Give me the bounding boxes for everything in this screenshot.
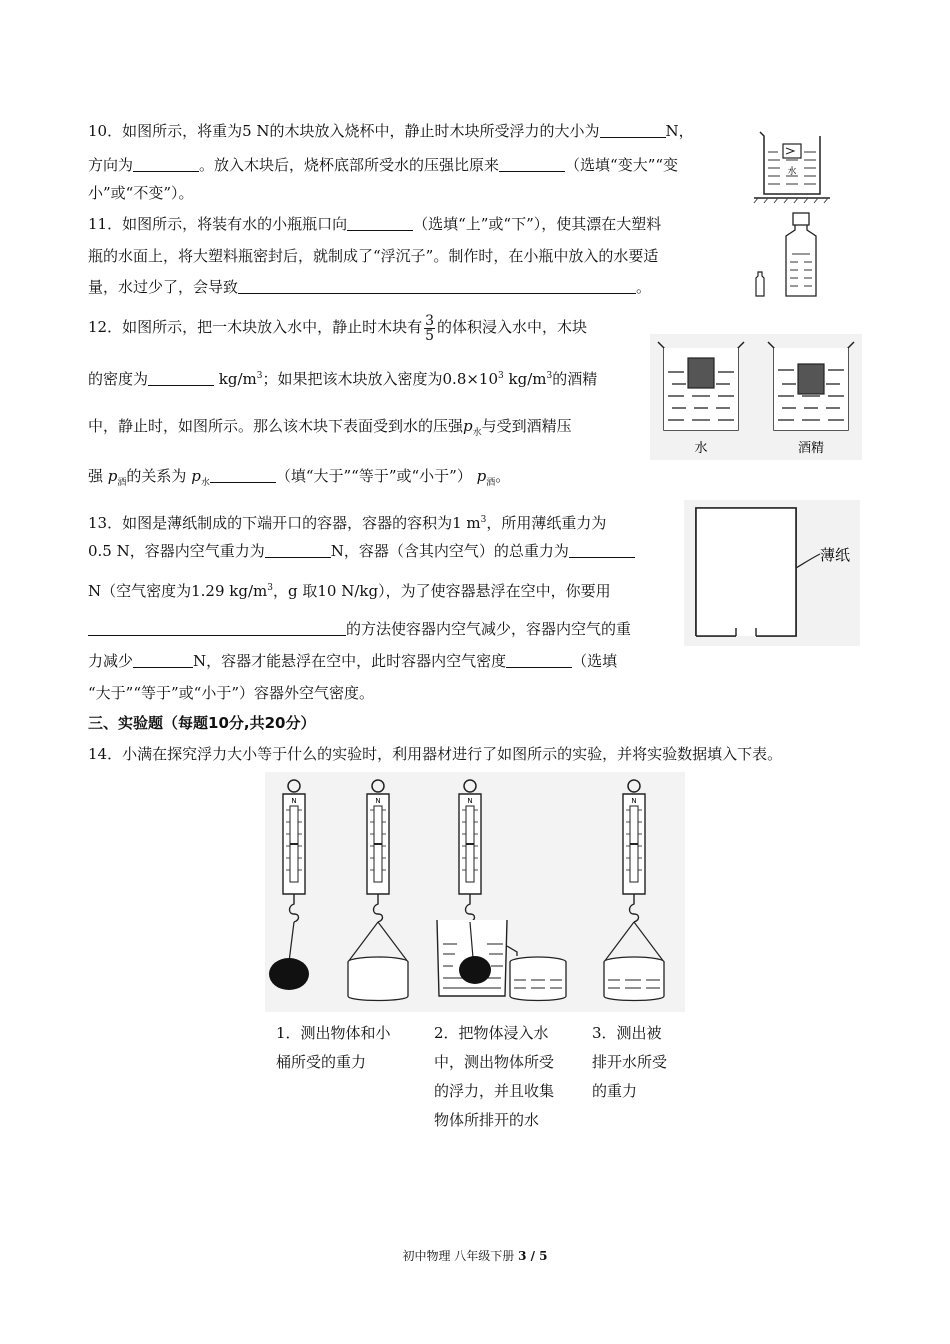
q12-blank-density[interactable] [148, 370, 214, 386]
q13-line2: 0.5 N，容器内空气重力为 N，容器（含其内空气）的总重力为 [88, 541, 635, 561]
q11-blank-consequence[interactable] [238, 278, 636, 294]
q10-wood-block [783, 144, 801, 158]
q12-fraction: $\frac{3}{5}$ [425, 312, 435, 344]
q13-blank-air-weight[interactable] [265, 542, 331, 558]
q12-label-water: 水 [694, 441, 708, 456]
q14-stone-object-2 [459, 956, 491, 984]
svg-text:N: N [375, 797, 381, 805]
q14-caption-1: 1．测出物体和小 桶所受的重力 [276, 1024, 391, 1071]
q13-blank-total-weight[interactable] [569, 542, 635, 558]
q12-line4: 强 $p_酒$的关系为 $p_水$ （填“大于”“等于”或“小于”） $p_酒$。 [88, 467, 511, 488]
q10-blank-pressure[interactable] [499, 156, 565, 172]
q14-bucket-with-water [604, 957, 664, 1001]
q13-line5: 力减少 N，容器才能悬浮在空中，此时容器内空气密度 （选填 [88, 652, 618, 670]
q14-bucket-empty [348, 957, 408, 1001]
page-footer: 初中物理 八年级下册 3 / 5 [402, 1249, 548, 1263]
q10-line1: 10．如图所示，将重为5 N的木块放入烧杯中，静止时木块所受浮力的大小为 N， [88, 122, 694, 140]
q14-caption-3: 3．测出被 排开水所受 的重力 [592, 1024, 668, 1100]
q12-block-in-alcohol [798, 364, 824, 394]
q10-beaker-figure [750, 126, 832, 204]
q14-bucket-collecting [510, 957, 566, 1001]
q10-blank-buoyancy[interactable] [600, 122, 666, 138]
q12-line1: 12．如图所示，把一木块放入水中，静止时木块有 $\frac{3}{5}$ 的体积浸入水中，木块 [88, 312, 588, 344]
q13-fig-label: 薄纸 [820, 546, 851, 564]
q11-bottle-cap [793, 213, 809, 225]
q11-big-bottle [786, 225, 816, 296]
q11-line3: 量，水过少了，会导致 。 [88, 278, 652, 296]
svg-text:N: N [631, 797, 637, 805]
q11-line1: 11．如图所示，将装有水的小瓶瓶口向 （选填“上”或“下”），使其漂在大塑料 [88, 215, 662, 233]
q14-caption-2: 2．把物体浸入水 中，测出物体所受 的浮力，并且收集 物体所排开的水 [434, 1024, 555, 1129]
q12-blank-relation[interactable] [210, 467, 276, 483]
q11-blank-direction[interactable] [347, 215, 413, 231]
q11-small-vial [756, 272, 764, 296]
q12-line2: 的密度为 $kg/m^3$；如果把该木块放入密度为$0.8\times 10^3$ $kg/m^3$的酒精 [88, 370, 598, 388]
q12-label-alcohol: 酒精 [797, 441, 825, 456]
q10-line2: 方向为 。放入木块后，烧杯底部所受水的压强比原来 （选填“变大”“变 [88, 156, 679, 174]
q14-line1: 14．小满在探究浮力大小等于什么的实验时，利用器材进行了如图所示的实验，并将实验数据填入下表。 [88, 745, 783, 763]
q12-beakers-figure [650, 334, 862, 460]
q13-line3: N（空气密度为1.29 $kg/m^3$，g 取10 N/kg），为了使容器悬浮在空中，你要用 [88, 582, 611, 600]
q10-blank-direction[interactable] [133, 156, 199, 172]
page-number: 3 / 5 [518, 1249, 548, 1263]
q14-stone-object-1 [269, 958, 309, 990]
q13-paper-container-figure [684, 500, 860, 646]
q11-line2: 瓶的水面上，将大塑料瓶密封后，就制成了“浮沉子”。制作时，在小瓶中放入的水要适 [88, 247, 659, 265]
q13-blank-air-density[interactable] [506, 652, 572, 668]
q10-fig-label: 水 [787, 167, 797, 177]
q11-bottle-figure [750, 210, 836, 300]
q13-line1: 13．如图是薄纸制成的下端开口的容器，容器的容积为1 $m^3$，所用薄纸重力为 [88, 514, 607, 532]
q13-blank-reduce[interactable] [133, 652, 193, 668]
q13-line6: “大于”“等于”或“小于”）容器外空气密度。 [88, 684, 375, 702]
svg-text:N: N [467, 797, 473, 805]
section3-heading: 三、实验题（每题10分,共20分） [88, 714, 316, 732]
q14-experiment-figure [265, 772, 685, 1012]
q12-beaker-alcohol [768, 342, 854, 430]
q10-line3: 小”或“不变”）。 [88, 184, 194, 202]
q13-blank-method[interactable] [88, 620, 346, 636]
q13-line4: 的方法使容器内空气减少，容器内空气的重 [88, 619, 631, 639]
q12-line3: 中，静止时，如图所示。那么该木块下表面受到水的压强$p_水$与受到酒精压 [88, 417, 572, 438]
q12-block-in-water [688, 358, 714, 388]
svg-text:N: N [291, 797, 297, 805]
q12-beaker-water [658, 342, 744, 430]
